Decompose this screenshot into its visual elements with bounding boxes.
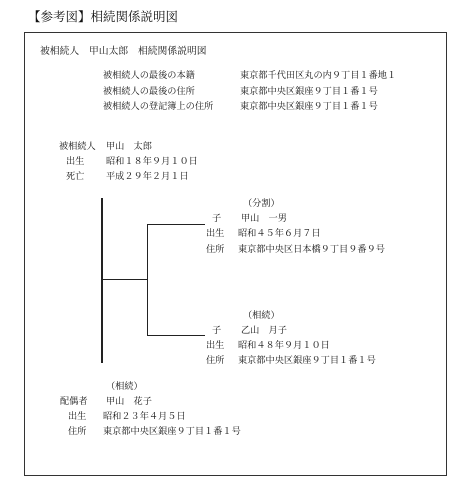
decedent-death-label: 死亡 <box>66 171 85 182</box>
child1-connector-line <box>147 224 205 225</box>
spouse-birth: 昭和２３年４月５日 <box>103 411 186 422</box>
page-title: 【参考図】相続関係説明図 <box>28 9 179 24</box>
decedent-role: 被相続人 <box>59 141 96 152</box>
child2-birth: 昭和４８年９月１０日 <box>238 340 330 351</box>
child1-birth-label: 出生 <box>206 228 225 239</box>
child2-birth-label: 出生 <box>206 340 225 351</box>
child1-relation: 子 <box>212 213 222 224</box>
last-address-value: 東京都中央区銀座９丁目１番１号 <box>240 86 378 97</box>
spouse-birth-label: 出生 <box>68 411 87 422</box>
child1-address: 東京都中央区日本橋９丁目９番９号 <box>238 244 385 255</box>
child2-connector-line <box>147 335 205 336</box>
spouse-role: 配偶者 <box>60 396 88 407</box>
registry-address-label: 被相続人の登記簿上の住所 <box>103 101 214 112</box>
registered-domicile-label: 被相続人の最後の本籍 <box>103 70 195 81</box>
child2-address-label: 住所 <box>206 355 225 366</box>
child1-note: （分割） <box>243 198 280 209</box>
tree-junction-line <box>102 279 148 280</box>
child2-name: 乙山 月子 <box>241 325 287 336</box>
child2-note: （相続） <box>243 310 280 321</box>
chart-heading: 被相続人 甲山太郎 相続関係説明図 <box>40 46 207 57</box>
decedent-birth: 昭和１８年９月１０日 <box>106 156 198 167</box>
spouse-name: 甲山 花子 <box>106 396 152 407</box>
child1-name: 甲山 一男 <box>241 213 287 224</box>
spouse-address: 東京都中央区銀座９丁目１番１号 <box>103 426 241 437</box>
decedent-name: 甲山 太郎 <box>106 141 152 152</box>
children-branch-line <box>147 224 148 336</box>
last-address-label: 被相続人の最後の住所 <box>103 86 195 97</box>
child2-address: 東京都中央区銀座９丁目１番１号 <box>238 355 376 366</box>
child1-birth: 昭和４５年６月７日 <box>238 228 321 239</box>
tree-trunk-line <box>101 198 103 363</box>
decedent-birth-label: 出生 <box>66 156 85 167</box>
decedent-death: 平成２９年２月１日 <box>106 171 189 182</box>
child1-address-label: 住所 <box>206 244 225 255</box>
spouse-address-label: 住所 <box>68 426 87 437</box>
registered-domicile-value: 東京都千代田区丸の内９丁目１番地１ <box>240 70 397 81</box>
spouse-note: （相続） <box>106 381 143 392</box>
child2-relation: 子 <box>212 325 222 336</box>
registry-address-value: 東京都中央区銀座９丁目１番１号 <box>240 101 378 112</box>
